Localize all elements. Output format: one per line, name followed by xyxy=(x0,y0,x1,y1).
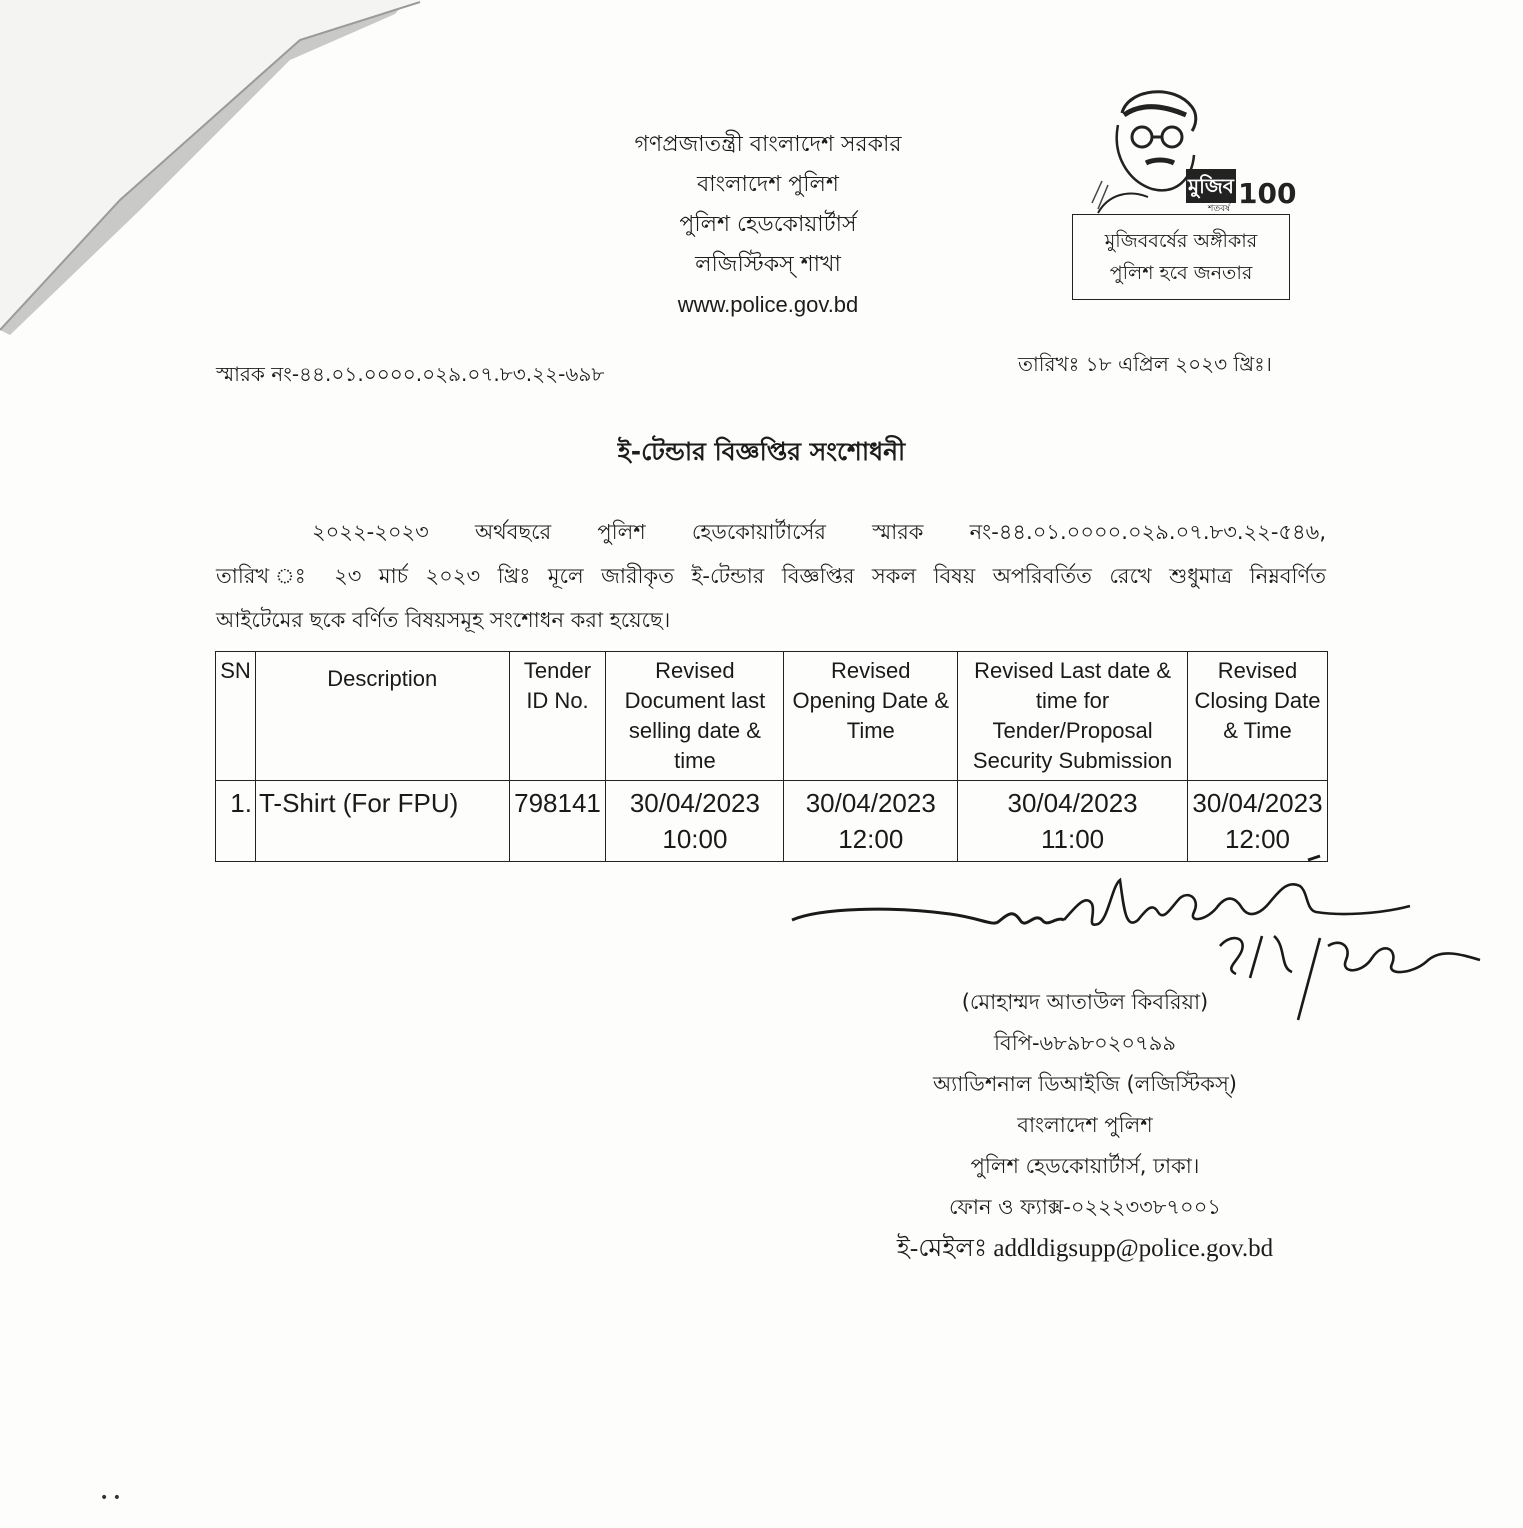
notice-title: ই-টেন্ডার বিজ্ঞপ্তির সংশোধনী xyxy=(617,437,906,466)
header-opening: Revised Opening Date & Time xyxy=(784,652,958,781)
cell-description: T-Shirt (For FPU) xyxy=(255,781,509,862)
signatory-designation: অ্যাডিশনাল ডিআইজি (লজিস্টিকস্) xyxy=(932,1072,1238,1096)
body-line-3: আইটেমের ছকে বর্ণিত বিষয়সমূহ সংশোধন করা হয়েছে। xyxy=(216,608,671,632)
cell-tender-id: 798141 xyxy=(509,781,606,862)
signatory-organization: বাংলাদেশ পুলিশ xyxy=(1017,1113,1153,1137)
header-sn: SN xyxy=(216,652,256,781)
closing-date: 30/04/2023 xyxy=(1192,788,1323,818)
memo-number: স্মারক নং-৪৪.০১.০০০০.০২৯.০৭.৮৩.২২-৬৯৮ xyxy=(216,362,605,386)
doc-selling-time: 10:00 xyxy=(662,824,728,854)
signatory-name: (মোহাম্মদ আতাউল কিবরিয়া) xyxy=(961,990,1209,1014)
scan-specks: • • xyxy=(100,1490,121,1506)
tender-table xyxy=(215,651,1328,862)
opening-date: 30/04/2023 xyxy=(805,788,936,818)
logo-number: 100 xyxy=(1238,177,1297,210)
folded-corner xyxy=(0,0,420,340)
signatory-phone-fax: ফোন ও ফ্যাক্স-০২২২৩৩৮৭০০১ xyxy=(949,1195,1221,1219)
cell-doc-selling xyxy=(606,781,784,862)
security-time: 11:00 xyxy=(1041,824,1105,854)
branch-name: লজিস্টিকস্ শাখা xyxy=(695,252,841,277)
government-name: গণপ্রজাতন্ত্রী বাংলাদেশ সরকার xyxy=(634,132,902,157)
opening-time: 12:00 xyxy=(838,824,904,854)
office-name: পুলিশ হেডকোয়ার্টার্স xyxy=(679,212,857,237)
signatory-office: পুলিশ হেডকোয়ার্টার্স, ঢাকা। xyxy=(970,1154,1200,1178)
mujib-centenary-logo xyxy=(1088,85,1297,214)
notice-body xyxy=(216,510,1326,642)
signatory-block xyxy=(840,982,1330,1269)
header-description: Description xyxy=(255,652,509,781)
closing-time: 12:00 xyxy=(1224,824,1291,854)
pledge-line-1: মুজিববর্ষের অঙ্গীকার xyxy=(1104,230,1258,252)
header-tender-id: Tender ID No. xyxy=(509,652,606,781)
logo-text: মুজিব xyxy=(1188,174,1234,198)
cell-sn: 1. xyxy=(216,781,256,862)
pledge-line-2: পুলিশ হবে জনতার xyxy=(1109,262,1253,284)
body-line-2: তারিখ ঃ ২৩ মার্চ ২০২৩ খ্রিঃ মূলে জারীকৃত ই-টেন্ডার বিজ্ঞপ্তির সকল বিষয় অপরিবর্তিত রেখে শুধুমাত্র নিম্নবর্ণিত xyxy=(216,564,1326,588)
doc-selling-date: 30/04/2023 xyxy=(629,788,760,818)
header-security: Revised Last date & time for Tender/Proposal Security Submission xyxy=(958,652,1188,781)
mujib-year-pledge-box xyxy=(1072,214,1290,300)
memo-date: তারিখঃ ১৮ এপ্রিল ২০২৩ খ্রিঃ। xyxy=(1018,352,1272,376)
signatory-email[interactable]: ই-মেইলঃ addldigsupp@police.gov.bd xyxy=(896,1235,1274,1262)
signatory-bp-number: বিপি-৬৮৯৮০২০৭৯৯ xyxy=(994,1031,1176,1055)
security-date: 30/04/2023 xyxy=(1007,788,1138,818)
website-link[interactable]: www.police.gov.bd xyxy=(677,292,859,317)
body-line-1: ২০২২-২০২৩ অর্থবছরে পুলিশ হেডকোয়ার্টার্সের স্মারক নং-৪৪.০১.০০০০.০২৯.০৭.৮৩.২২-৫৪৬, xyxy=(312,520,1326,544)
logo-subtext: শতবর্ষ xyxy=(1208,204,1231,214)
letterhead xyxy=(590,125,946,325)
table-header-row xyxy=(216,652,1328,781)
organization-name: বাংলাদেশ পুলিশ xyxy=(697,172,839,197)
header-doc-selling: Revised Document last selling date & time xyxy=(606,652,784,781)
header-closing: Revised Closing Date & Time xyxy=(1187,652,1327,781)
